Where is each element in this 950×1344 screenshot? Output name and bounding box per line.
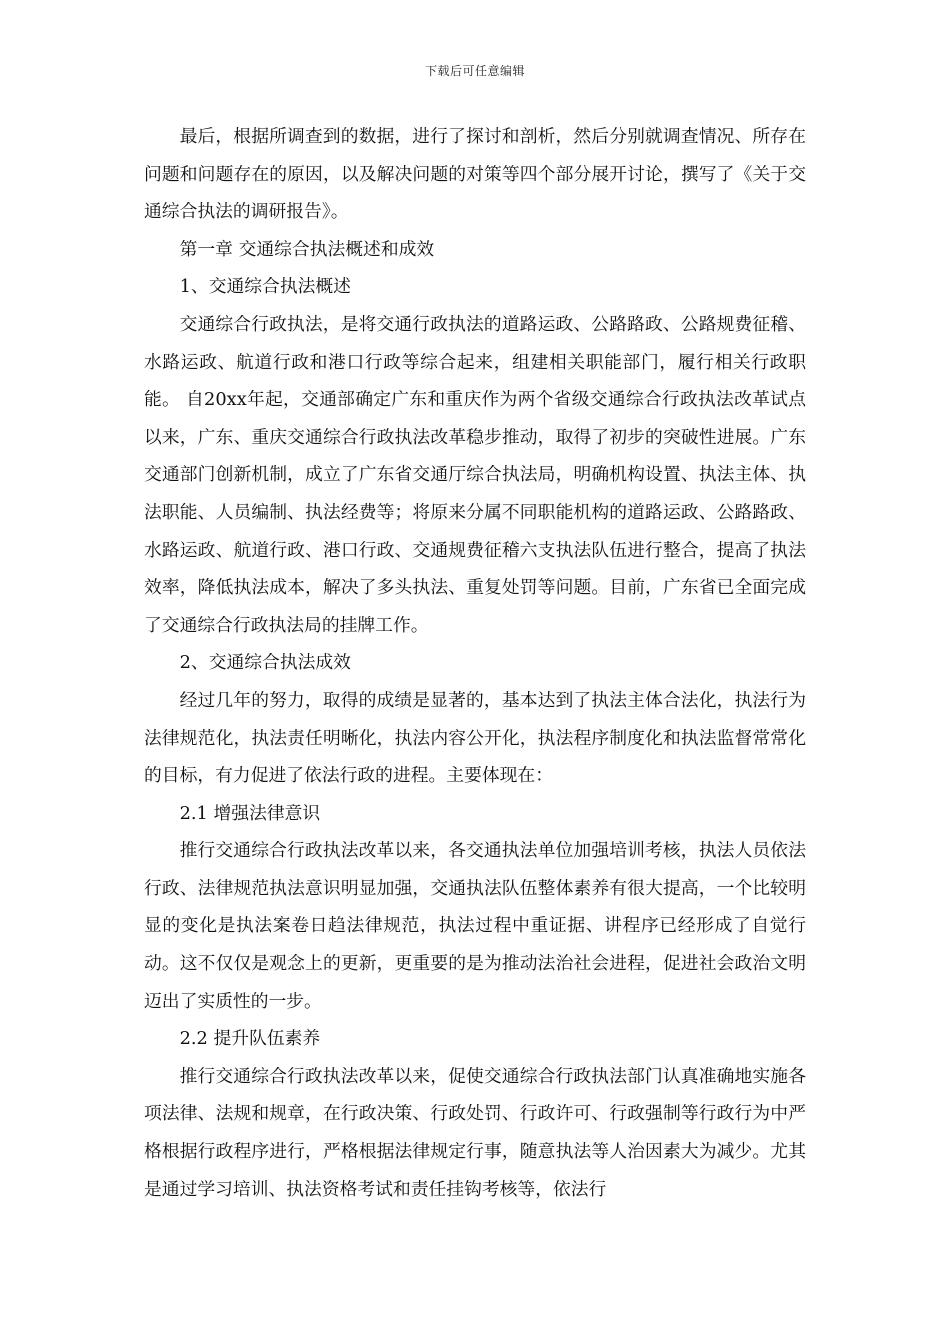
section-heading: 1、交通综合执法概述 [179, 276, 351, 298]
subsection-heading: 2.2 提升队伍素养 [179, 1028, 321, 1050]
paragraph: 交通综合行政执法，是将交通行政执法的道路运政、公路路政、公路规费征稽、水路运政、航道行政和港口行政等综合起来，组建相关职能部门，履行相关行政职能。 自20xx年起，交通部确定广东和重庆作为两个省级交通综合行政执法改革试点以来，广东、重庆交通综合行政执法改革稳步推动，取得了初步的突破性进展。广东交通部门创新机制，成立了广东省交通厅综合执法局，明确机构设置、执法主体、执法职能、人员编制、执法经费等；将原来分属不同职能机构的道路运政、公路路政、水路运政、航道行政、港口行政、交通规费征稽六支执法队伍进行整合，提高了执法效率，降低执法成本，解决了多头执法、重复处罚等问题。目前，广东省已全面完成了交通综合行政执法局的挂牌工作。 [144, 313, 806, 636]
chapter-heading: 第一章 交通综合执法概述和成效 [179, 238, 435, 260]
section-heading: 2、交通综合执法成效 [179, 652, 351, 674]
document-body [144, 118, 806, 1208]
paragraph: 推行交通综合行政执法改革以来，促使交通综合行政执法部门认真准确地实施各项法律、法规和规章，在行政决策、行政处罚、行政许可、行政强制等行政行为中严格根据行政程序进行，严格根据法律规定行事，随意执法等人治因素大为减少。尤其是通过学习培训、执法资格考试和责任挂钩考核等，依法行 [144, 1065, 806, 1200]
paragraph: 经过几年的努力，取得的成绩是显著的，基本达到了执法主体合法化，执法行为法律规范化，执法责任明晰化，执法内容公开化，执法程序制度化和执法监督常常化的目标，有力促进了依法行政的进程。主要体现在： [144, 689, 806, 787]
paragraph: 推行交通综合行政执法改革以来，各交通执法单位加强培训考核，执法人员依法行政、法律规范执法意识明显加强，交通执法队伍整体素养有很大提高，一个比较明显的变化是执法案卷日趋法律规范，执法过程中重证据、讲程序已经形成了自觉行动。这不仅仅是观念上的更新，更重要的是为推动法治社会进程，促进社会政治文明迈出了实质性的一步。 [144, 840, 806, 1012]
paragraph: 最后，根据所调查到的数据，进行了探讨和剖析，然后分别就调查情况、所存在问题和问题存在的原因，以及解决问题的对策等四个部分展开讨论，撰写了《关于交通综合执法的调研报告》。 [144, 126, 806, 223]
subsection-heading: 2.1 增强法律意识 [179, 802, 321, 824]
header-note: 下载后可任意编辑 [424, 64, 525, 78]
